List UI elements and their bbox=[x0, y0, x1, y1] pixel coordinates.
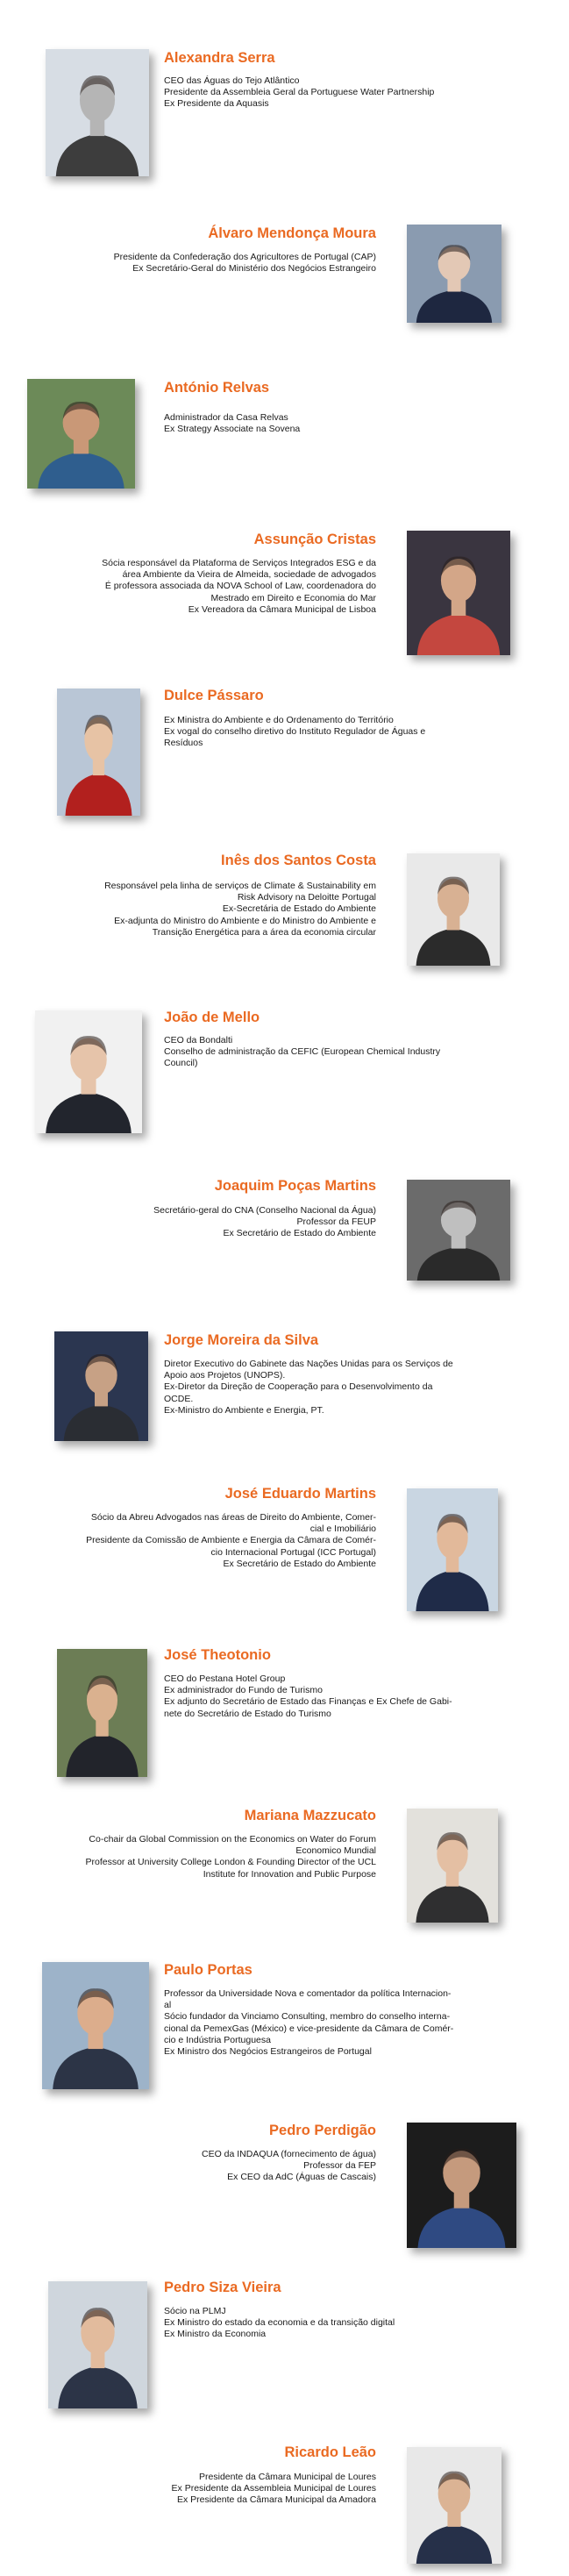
speaker-bio-line: Risk Advisory na Deloitte Portugal bbox=[237, 892, 376, 903]
speaker-bio-line: Ex Presidente da Aquasis bbox=[164, 98, 269, 110]
speaker-bio bbox=[164, 1359, 497, 1416]
speaker-portrait bbox=[407, 2447, 501, 2564]
speaker-bio-line: Ex Vereadora da Câmara Municipal de Lisboa bbox=[188, 603, 376, 615]
speaker-bio-line: CEO das Águas do Tejo Atlântico bbox=[164, 75, 300, 86]
speaker-bio-line: Presidente da Comissão de Ambiente e Energia da Câmara de Comér- bbox=[86, 1535, 376, 1546]
speaker-bio-line: É professora associada da NOVA School of Law, coordenadora do bbox=[104, 581, 376, 592]
speaker-bio-line: Sócio da Abreu Advogados nas áreas de Direito do Ambiente, Comer- bbox=[90, 1512, 376, 1523]
speaker-bio-line: al bbox=[164, 2000, 172, 2011]
speaker-bio bbox=[164, 2306, 497, 2341]
speaker-portrait bbox=[35, 1010, 142, 1133]
speaker-portrait bbox=[407, 531, 510, 655]
speaker-portrait bbox=[407, 1488, 498, 1611]
speaker-portrait bbox=[407, 225, 501, 323]
speaker-bio bbox=[164, 1035, 497, 1070]
speaker-bio-line: Ex Ministro dos Negócios Estrangeiros de Portugal bbox=[164, 2046, 372, 2058]
speaker-bio-line: Secretário-geral do CNA (Conselho Nacional da Água) bbox=[153, 1205, 376, 1216]
speaker-bio bbox=[43, 881, 376, 938]
speaker-name: José Theotonio bbox=[164, 1647, 271, 1663]
speaker-portrait bbox=[407, 1180, 510, 1281]
speaker-portrait bbox=[48, 2281, 147, 2408]
speaker-name: Álvaro Mendonça Moura bbox=[208, 225, 376, 241]
speaker-bio-line: Responsável pela linha de serviços de Climate & Sustainability em bbox=[104, 881, 376, 891]
speaker-bio-line: Council) bbox=[164, 1058, 198, 1069]
speaker-bio bbox=[43, 1205, 376, 1240]
speaker-bio bbox=[43, 2149, 376, 2184]
speaker-bio bbox=[164, 1988, 497, 2058]
speaker-bio bbox=[43, 1834, 376, 1880]
speaker-bio-line: CEO da Bondalti bbox=[164, 1035, 233, 1045]
speaker-bio-line: Ex Ministra do Ambiente e do Ordenamento do Território bbox=[164, 715, 394, 725]
speaker-bio-line: Presidente da Câmara Municipal de Loures bbox=[199, 2472, 376, 2482]
speaker-bio-line: Professor at University College London & Founding Director of the UCL bbox=[85, 1857, 376, 1868]
speaker-bio-line: Ex Strategy Associate na Sovena bbox=[164, 424, 301, 435]
speaker-bio-line: cial e Imobiliário bbox=[309, 1523, 376, 1535]
speaker-bio-line: Professor da FEP bbox=[303, 2160, 376, 2172]
speaker-name: Assunção Cristas bbox=[253, 532, 376, 547]
speaker-bio-line: Ex-adjunta do Ministro do Ambiente e do Ministro do Ambiente e bbox=[114, 915, 376, 926]
speaker-bio-line: Ex Secretário-Geral do Ministério dos Negócios Estrangeiro bbox=[132, 263, 376, 275]
speaker-bio-line: Apoio aos Projetos (UNOPS). bbox=[164, 1370, 286, 1381]
speaker-bio-line: Ex Secretário de Estado do Ambiente bbox=[223, 1228, 376, 1239]
speaker-bio bbox=[164, 1673, 497, 1720]
speaker-bio-line: Diretor Executivo do Gabinete das Nações Unidas para os Serviços de bbox=[164, 1359, 453, 1369]
speaker-bio-line: Ex vogal do conselho diretivo do Instituto Regulador de Águas e bbox=[164, 726, 426, 738]
speaker-bio-line: área Ambiente da Vieira de Almeida, sociedade de advogados bbox=[122, 569, 376, 581]
speaker-name: João de Mello bbox=[164, 1010, 260, 1025]
speaker-bio-line: Ex CEO da AdC (Águas de Cascais) bbox=[227, 2172, 376, 2183]
speaker-bio-line: Resíduos bbox=[164, 738, 203, 749]
speaker-bio bbox=[164, 75, 497, 111]
speaker-name: Alexandra Serra bbox=[164, 50, 275, 66]
speaker-bio-line: Ex-Diretor da Direção de Cooperação para o Desenvolvimento da bbox=[164, 1381, 433, 1393]
speaker-name: Paulo Portas bbox=[164, 1962, 252, 1978]
speaker-name: Pedro Perdigão bbox=[269, 2123, 376, 2138]
speaker-bio bbox=[43, 1512, 376, 1570]
speaker-bio-line: Sócio na PLMJ bbox=[164, 2306, 226, 2316]
speaker-bio-line: Ex-Secretária de Estado do Ambiente bbox=[222, 903, 376, 915]
speaker-name: Pedro Siza Vieira bbox=[164, 2280, 281, 2295]
speaker-bio-line: OCDE. bbox=[164, 1393, 194, 1404]
speaker-bio bbox=[164, 715, 497, 750]
speaker-bio-line: Ex-Ministro do Ambiente e Energia, PT. bbox=[164, 1404, 324, 1416]
speaker-portrait bbox=[407, 1809, 498, 1923]
speaker-bio-line: CEO do Pestana Hotel Group bbox=[164, 1673, 286, 1684]
speaker-portrait bbox=[57, 1649, 147, 1777]
speaker-bio-line: cio e Indústria Portuguesa bbox=[164, 2034, 271, 2045]
speaker-bio-line: Co-chair da Global Commission on the Economics on Water do Forum bbox=[89, 1834, 376, 1845]
speaker-bio-line: Conselho de administração da CEFIC (European Chemical Industry bbox=[164, 1046, 441, 1058]
speaker-portrait bbox=[42, 1962, 149, 2089]
speaker-bio-line: Mestrado em Direito e Economia do Mar bbox=[210, 592, 376, 603]
speaker-bio bbox=[43, 558, 376, 616]
speaker-name: Jorge Moreira da Silva bbox=[164, 1332, 319, 1348]
speaker-bio-line: Ex Ministro da Economia bbox=[164, 2329, 267, 2340]
speaker-bio-line: Ex adjunto do Secretário de Estado das Finanças e Ex Chefe de Gabi- bbox=[164, 1696, 452, 1708]
speaker-name: Dulce Pássaro bbox=[164, 688, 264, 703]
speaker-bio-line: Ex Presidente da Câmara Municipal da Amadora bbox=[176, 2494, 376, 2506]
speaker-name: Joaquim Poças Martins bbox=[214, 1178, 376, 1194]
speaker-bio-line: Ex Presidente da Assembleia Municipal de Loures bbox=[171, 2483, 376, 2494]
speaker-bio-line: Sócia responsável da Plataforma de Serviços Integrados ESG e da bbox=[102, 558, 376, 568]
speaker-portrait bbox=[46, 49, 149, 176]
speaker-name: Mariana Mazzucato bbox=[244, 1808, 376, 1823]
speaker-bio-line: Ex Ministro do estado da economia e da transição digital bbox=[164, 2317, 395, 2329]
speaker-bio-line: Presidente da Confederação dos Agricultores de Portugal (CAP) bbox=[113, 252, 376, 262]
speaker-bio-line: cional da PemexGas (México) e vice-presidente da Câmara de Comér- bbox=[164, 2023, 454, 2034]
speaker-portrait bbox=[407, 853, 500, 966]
speaker-bio-line: Ex administrador do Fundo de Turismo bbox=[164, 1685, 323, 1696]
speaker-bio-line: CEO da INDAQUA (fornecimento de água) bbox=[201, 2149, 376, 2159]
speaker-bio-line: Professor da FEUP bbox=[296, 1217, 376, 1228]
speaker-bio-line: Professor da Universidade Nova e comentador da política Internacion- bbox=[164, 1988, 452, 1999]
speaker-portrait bbox=[57, 689, 140, 816]
speaker-bio-line: Administrador da Casa Relvas bbox=[164, 412, 288, 423]
speaker-name: José Eduardo Martins bbox=[224, 1486, 376, 1502]
speaker-bio-line: Presidente da Assembleia Geral da Portuguese Water Partnership bbox=[164, 87, 435, 98]
speaker-bio-line: nete do Secretário de Estado do Turismo bbox=[164, 1708, 331, 1719]
speaker-name: António Relvas bbox=[164, 380, 270, 396]
speaker-bio-line: Ex Secretário de Estado do Ambiente bbox=[223, 1558, 376, 1569]
speaker-bio-line: Institute for Innovation and Public Purpose bbox=[203, 1868, 376, 1880]
speaker-bio-line: Sócio fundador da Vinciamo Consulting, membro do conselho interna- bbox=[164, 2011, 451, 2023]
speaker-portrait bbox=[54, 1331, 148, 1441]
speaker-bio bbox=[43, 252, 376, 275]
speaker-bio bbox=[43, 2472, 376, 2507]
speaker-portrait bbox=[407, 2123, 516, 2248]
speaker-portrait bbox=[27, 379, 135, 489]
speaker-bio-line: Economico Mundial bbox=[295, 1845, 376, 1857]
speaker-bio bbox=[164, 412, 497, 435]
speaker-bio-line: Transição Energética para a área da economia circular bbox=[152, 926, 376, 938]
speaker-name: Ricardo Leão bbox=[284, 2444, 376, 2460]
speaker-bio-line: cio Internacional Portugal (ICC Portugal) bbox=[210, 1546, 376, 1558]
speaker-name: Inês dos Santos Costa bbox=[221, 853, 376, 868]
